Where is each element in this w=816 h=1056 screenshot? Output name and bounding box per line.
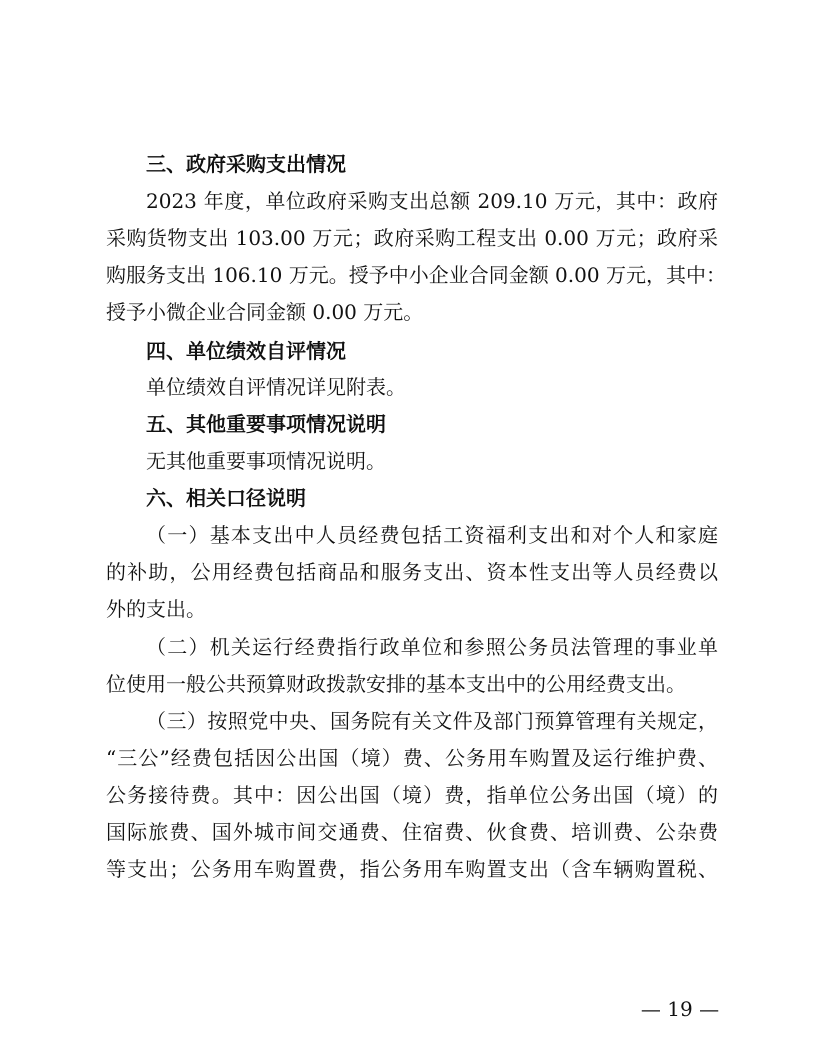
paragraph-line: 采购货物支出 103.00 万元；政府采购工程支出 0.00 万元；政府采 xyxy=(106,226,718,250)
paragraph-line: 无其他重要事项情况说明。 xyxy=(146,449,386,473)
paragraph-line: 购服务支出 106.10 万元。授予中小企业合同金额 0.00 万元，其中： xyxy=(106,263,726,287)
paragraph-line: 授予小微企业合同金额 0.00 万元。 xyxy=(106,300,424,324)
paragraph-line: 的补助，公用经费包括商品和服务支出、资本性支出等人员经费以 xyxy=(106,560,718,584)
paragraph-line: （二）机关运行经费指行政单位和参照公务员法管理的事业单 xyxy=(146,635,718,659)
section-heading-performance: 四、单位绩效自评情况 xyxy=(146,339,346,363)
section-heading-procurement: 三、政府采购支出情况 xyxy=(146,152,346,176)
paragraph-line: （三）按照党中央、国务院有关文件及部门预算管理有关规定， xyxy=(146,709,718,733)
paragraph-line: 国际旅费、国外城市间交通费、住宿费、伙食费、培训费、公杂费 xyxy=(106,820,718,844)
page-number: — 19 — xyxy=(640,997,720,1021)
paragraph-line: 单位绩效自评情况详见附表。 xyxy=(146,375,406,399)
section-heading-other-matters: 五、其他重要事项情况说明 xyxy=(146,412,386,436)
paragraph-line: 位使用一般公共预算财政拨款安排的基本支出中的公用经费支出。 xyxy=(106,672,686,696)
paragraph-line: 等支出；公务用车购置费，指公务用车购置支出（含车辆购置税、 xyxy=(106,857,718,881)
section-heading-definitions: 六、相关口径说明 xyxy=(146,486,306,510)
paragraph-line: 2023 年度，单位政府采购支出总额 209.10 万元，其中：政府 xyxy=(146,189,718,213)
paragraph-line: “三公”经费包括因公出国（境）费、公务用车购置及运行维护费、 xyxy=(106,746,718,770)
paragraph-line: 公务接待费。其中：因公出国（境）费，指单位公务出国（境）的 xyxy=(106,783,718,807)
paragraph-line: 外的支出。 xyxy=(106,597,206,621)
paragraph-line: （一）基本支出中人员经费包括工资福利支出和对个人和家庭 xyxy=(146,523,718,547)
